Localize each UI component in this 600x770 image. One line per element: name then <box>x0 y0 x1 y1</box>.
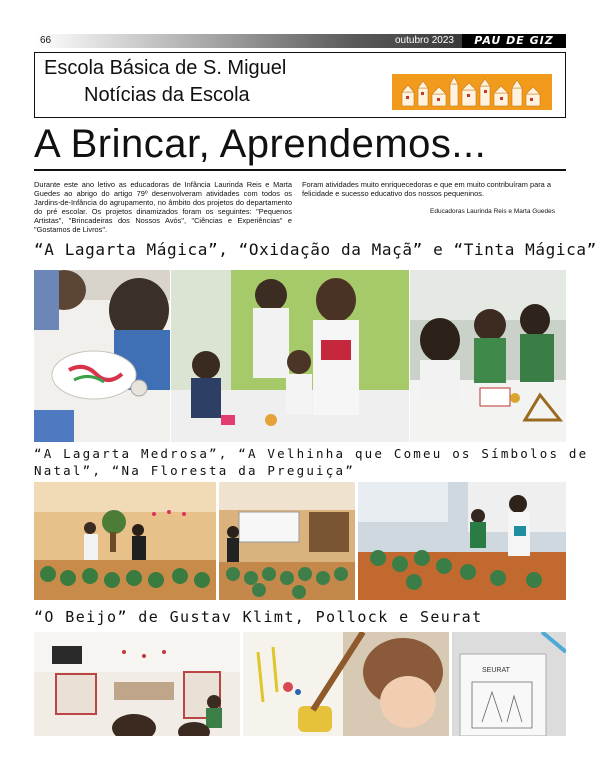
issue-date: outubro 2023 <box>395 35 454 46</box>
article-signature: Educadoras Laurinda Reis e Marta Guedes <box>430 208 556 215</box>
school-name: Escola Básica de S. Miguel <box>44 57 287 79</box>
section-title-3: “O Beijo” de Gustav Klimt, Pollock e Seurat <box>34 608 483 626</box>
photo-magic-paint <box>410 270 566 442</box>
article-headline: A Brincar, Aprendemos... <box>34 122 487 166</box>
photo-pollock-painting <box>243 632 449 736</box>
headline-divider <box>34 169 566 171</box>
seurat-worksheet-label: SEURAT <box>482 667 510 674</box>
photo-seurat-worksheet <box>452 632 566 736</box>
photo-apple-oxidation <box>171 270 409 442</box>
photo-caterpillar-experiment <box>34 270 170 442</box>
article-column-2: Foram atividades muito enriquecedoras e que em muito contribuíram para a felicidade e sucesso educativo dos nossos pequeninos. <box>302 180 551 198</box>
photo-art-classroom <box>34 632 240 736</box>
section-title-1: “A Lagarta Mágica”, “Oxidação da Maçã” e “Tinta Mágica” <box>34 240 597 259</box>
photo-classroom-presentation <box>219 482 355 600</box>
article-column-1: Durante este ano letivo as educadoras de Infância Laurinda Reis e Marta Guedes ao abrigo do artigo 79º desenvolveram atividades com todos os Jardins-de-Infância do agrupamento, no âmbito dos projetos do departamento do pré escolar. Os projetos dinamizados foram os seguintes: "Pequenos Artistas", "Brincadeiras dos Nossos Avós", "Ciências e Experiências" e "Gostamos de Livros". <box>34 180 292 234</box>
photo-storytelling-room <box>34 482 216 600</box>
section-name: Notícias da Escola <box>84 84 250 106</box>
village-illustration <box>392 74 552 110</box>
photo-teacher-reading <box>358 482 566 600</box>
section-title-2-line-2: Natal”, “Na Floresta da Preguiça” <box>34 463 355 478</box>
page-number: 66 <box>40 35 52 46</box>
section-title-2-line-1: “A Lagarta Medrosa”, “A Velhinha que Comeu os Símbolos de <box>34 446 589 461</box>
publication-logo: PAU DE GIZ <box>462 34 566 48</box>
